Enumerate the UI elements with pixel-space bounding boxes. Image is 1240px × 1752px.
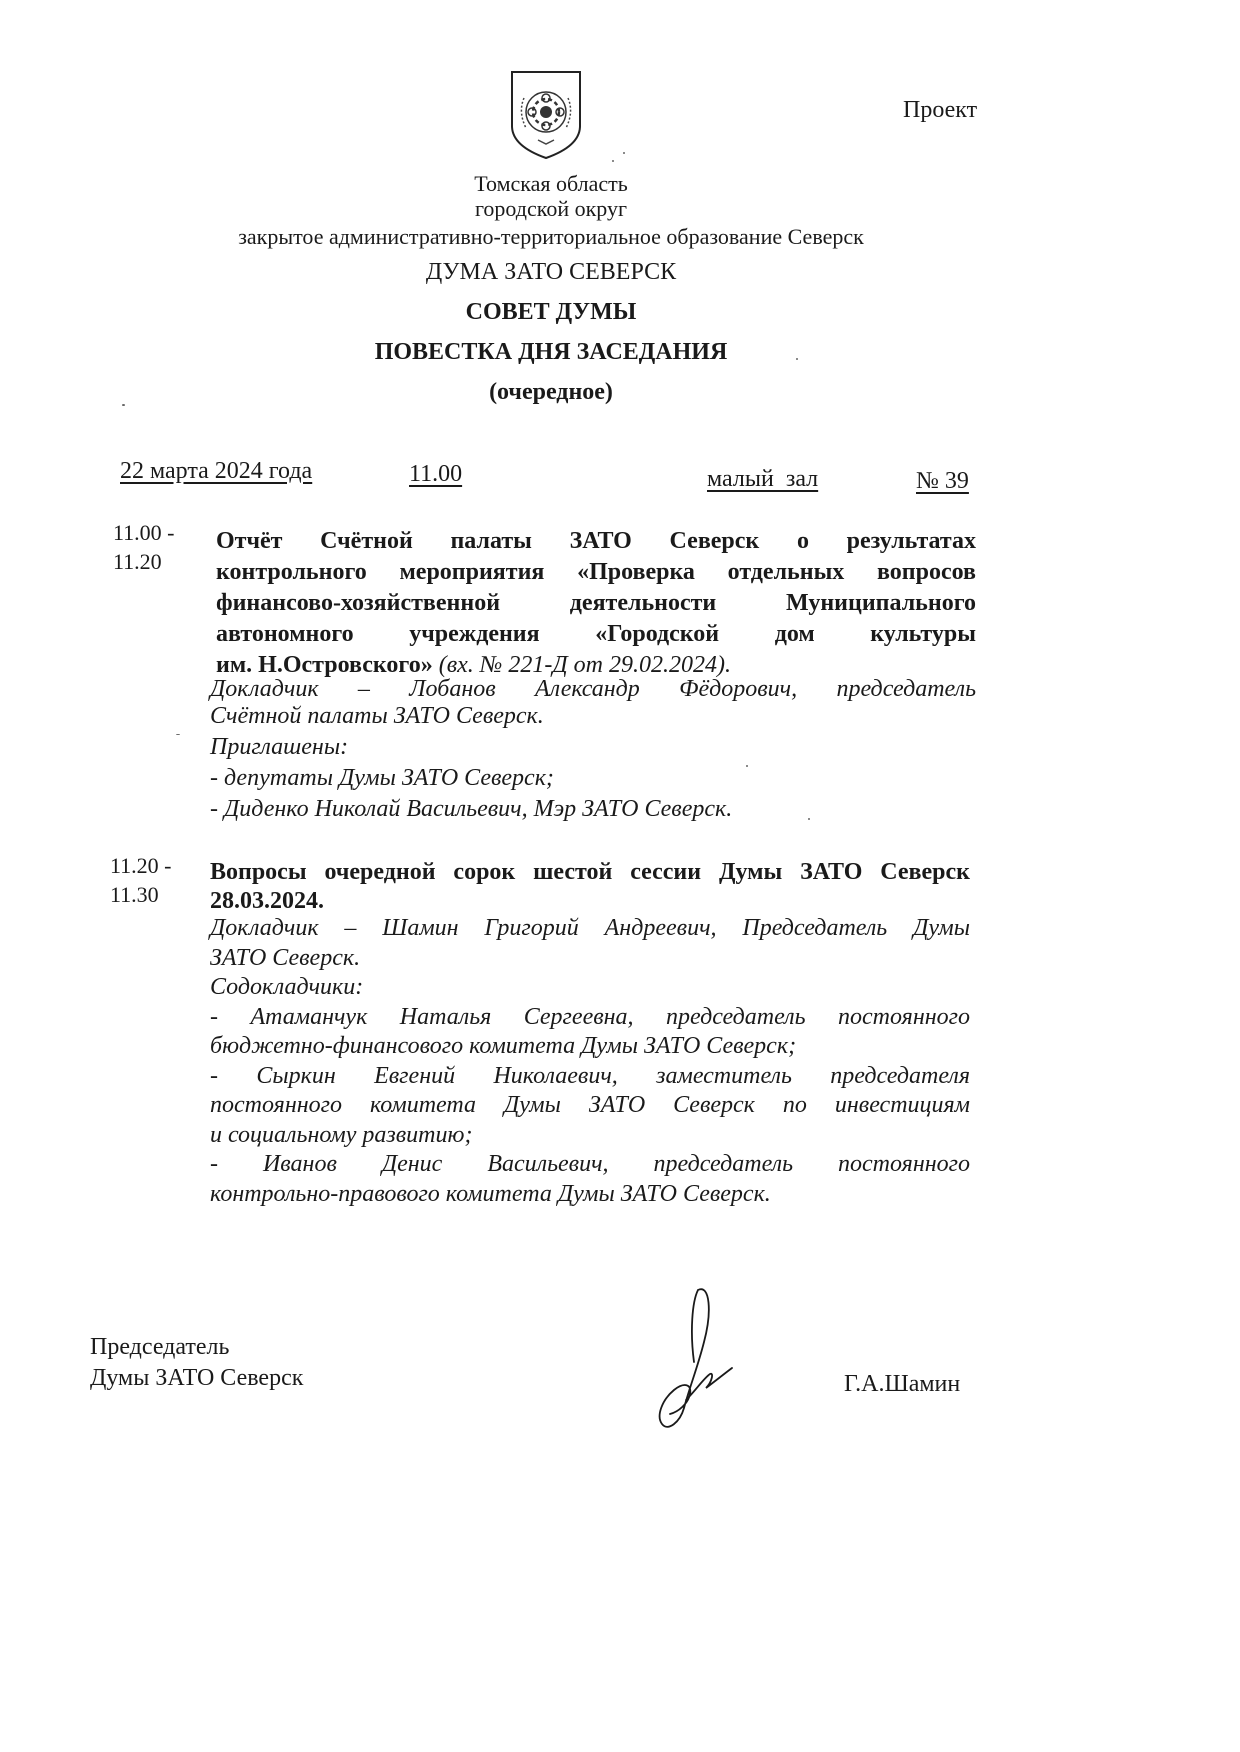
municipality-line: закрытое административно-территориальное образование Северск	[238, 224, 864, 249]
signatory-position	[90, 1332, 303, 1394]
speaker-line: Докладчик – Лобанов Александр Фёдорович, председатель	[210, 676, 976, 702]
incoming-reference: (вх. № 221-Д от 29.02.2024).	[432, 652, 731, 678]
scan-speck	[612, 160, 614, 162]
agenda-item-1-details	[210, 676, 976, 823]
coat-of-arms-icon	[508, 68, 584, 160]
time-start: 11.20 -	[110, 853, 172, 878]
title-line: им. Н.Островского»	[216, 652, 433, 678]
invited-item: - Диденко Николай Васильевич, Мэр ЗАТО Северск.	[210, 796, 733, 822]
speaker-line: Счётной палаты ЗАТО Северск.	[210, 703, 544, 729]
meeting-place: малый зал	[707, 466, 819, 492]
district-line: городской округ	[474, 196, 628, 221]
signatory-name: Г.А.Шамин	[844, 1371, 961, 1397]
title-line: 28.03.2024.	[210, 888, 324, 914]
time-end: 11.20	[113, 549, 162, 574]
meeting-number: № 39	[916, 468, 969, 494]
time-start: 11.00 -	[113, 520, 175, 545]
invited-label: Приглашены:	[210, 734, 349, 760]
cospeaker-line: и социальному развитию;	[210, 1121, 473, 1148]
cospeaker-line: - Сыркин Евгений Николаевич, заместитель председателя	[210, 1062, 970, 1089]
project-label: Проект	[903, 97, 978, 123]
scan-speck	[122, 404, 125, 406]
title-line: Вопросы очередной сорок шестой сессии Думы ЗАТО Северск	[210, 859, 970, 885]
cospeaker-line: постоянного комитета Думы ЗАТО Северск по инвестициям	[210, 1092, 970, 1118]
cospeaker-line: - Иванов Денис Васильевич, председатель постоянного	[210, 1151, 970, 1177]
scan-speck	[746, 765, 748, 767]
agenda-item-1-time	[113, 518, 175, 576]
invited-item: - депутаты Думы ЗАТО Северск;	[210, 765, 554, 791]
scan-speck	[808, 818, 810, 820]
cospeaker-line: бюджетно-финансового комитета Думы ЗАТО Северск;	[210, 1033, 797, 1059]
scan-speck	[623, 152, 625, 154]
position-line: Думы ЗАТО Северск	[90, 1365, 304, 1391]
agenda-item-2-time	[110, 851, 172, 909]
cospeakers-label: Содокладчики:	[210, 974, 364, 1000]
meeting-time: 11.00	[409, 461, 463, 487]
handwritten-signature	[640, 1282, 750, 1442]
title-line: Отчёт Счётной палаты ЗАТО Северск о результатах	[216, 528, 976, 554]
agenda-item-1-title	[216, 526, 976, 681]
title-line: финансово-хозяйственной деятельности Муниципального	[216, 590, 976, 616]
cospeaker-line: - Атаманчук Наталья Сергеевна, председатель постоянного	[210, 1003, 970, 1030]
region-line: Томская область	[474, 171, 628, 196]
agenda-item-2-details	[210, 914, 970, 1209]
cospeaker-line: контрольно-правового комитета Думы ЗАТО Северск.	[210, 1180, 771, 1207]
position-line: Председатель	[90, 1334, 230, 1360]
title-line: контрольного мероприятия «Проверка отдельных вопросов	[216, 559, 976, 585]
speaker-line: Докладчик – Шамин Григорий Андреевич, Председатель Думы	[210, 915, 970, 941]
scan-speck	[176, 734, 180, 735]
document-title: ПОВЕСТКА ДНЯ ЗАСЕДАНИЯ	[374, 339, 728, 365]
agenda-item-2-title	[210, 858, 970, 916]
body-title: СОВЕТ ДУМЫ	[465, 299, 637, 325]
session-type: (очередное)	[489, 379, 613, 405]
title-line: автономного учреждения «Городской дом культуры	[216, 621, 976, 647]
meeting-date: 22 марта 2024 года	[120, 458, 313, 484]
speaker-line: ЗАТО Северск.	[210, 944, 361, 971]
org-title: ДУМА ЗАТО СЕВЕРСК	[425, 259, 677, 285]
scan-speck	[796, 358, 798, 360]
time-end: 11.30	[110, 882, 159, 907]
